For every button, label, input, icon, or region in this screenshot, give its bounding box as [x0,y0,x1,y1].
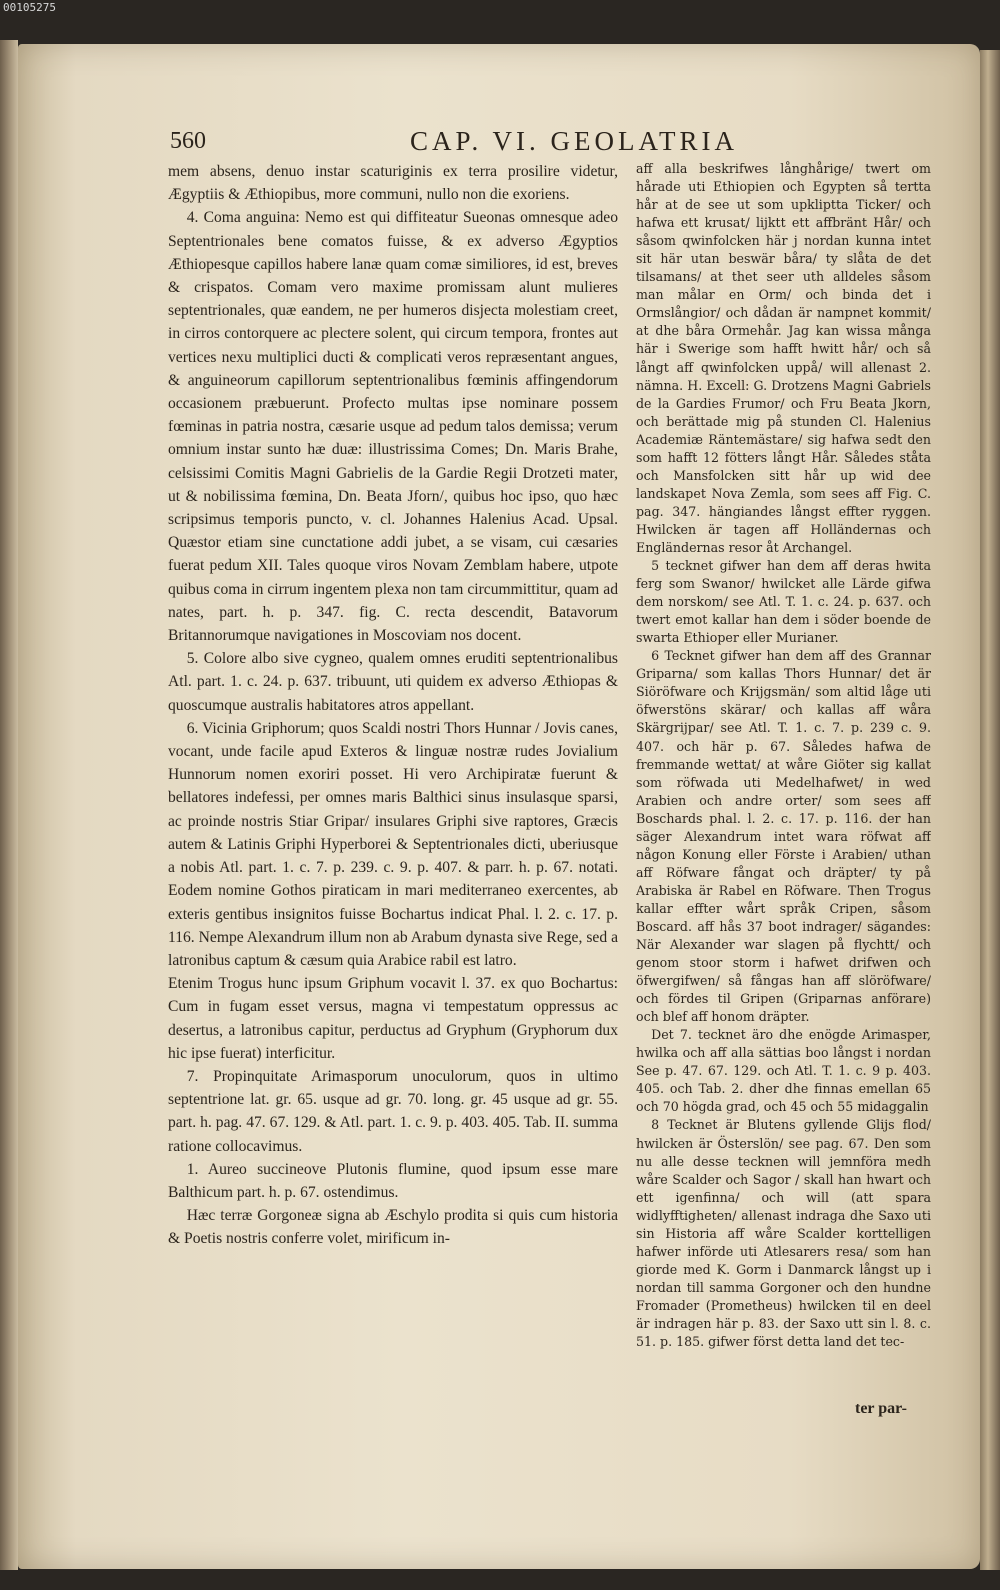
running-head: CAP. VI. GEOLATRIA [410,126,739,156]
page-stack-right [980,50,1000,1570]
swedish-paragraph: 6 Tecknet gifwer han dem aff des Grannar Griparna/ som kallas Thors Hunnar/ det är Siöröfware och Krijgsmän/ som altid låge uti öfwerstöns skärar/ och kallas aff wåra Skärgrijpar/ see Atl. T. 1. c. 7. p. 239 c. 9. 407. och här p. 67. Således hafwa de fremmande wettat/ at wåre Giöter sig kallat som röfwada uti Medelhafwet/ in wed Arabien och andre orter/ som sees aff Boschards phal. l. 2. c. 17. p. 116. der han säger Alexandrum intet wara röfwat aff någon Konung eller Förste i Arabien/ uthan aff Röfware fångat och dräpter/ ty på Arabiska är Rabel en Röfware. Then Trogus kallar effter wårt språk Cripen, såsom Boscard. aff hås 37 boot indrager/ sägandes: När Alexander war slagen på flychtt/ och genom stoor storm i hafwet drifwen och öfwergifwen/ så fångas han aff slöröfware/ och fördes til Gripen (Griparnas anförare) och blef aff honom dräpter. [636,648,931,1025]
latin-paragraph: 7. Propinquitate Arimasporum unoculorum, quos in ultimo septentrione lat. gr. 65. usque ad gr. 70. long. gr. 45 usque ad gr. 55. part. h. pag. 47. 67. 129. & Atl. part. 1. c. 9. p. 403. 405. Tab. II. summa ratione collocavimus. [168,1067,618,1155]
swedish-paragraph: aff alla beskrifwes långhårige/ twert om hårade uti Ethiopien och Egypten så tertta hår at de see ut som upkliptta Ticker/ och hafwa ett krusat/ lijktt ett affbränt Hår/ och såsom qwinfolcken här j nordan kunna intet sit här utan beswär båra/ ty slåta de det tilsamans/ at thet seer uth alldeles såsom man målar en Orm/ och binda det i Ormslångior/ och dådan är nampnet kommit/ at dhe båra Ormehår. Jag kan wissa många här i Swerige som hafft hwitt hår/ och så långt aff qwinfolcken uppå/ will allenast 2. nämna. H. Excell: G. Drotzens Magni Gabriels de la Gardies Frumor/ och Fru Beata Jkorn, och berättade mig på stunden Cl. Halenius Academiæ Räntemästare/ sig hafwa sedt den som hafft 12 fötters långt Hår. Således ståta och Mansfolcken sitt hår up wid dee landskapet Nova Zemla, som sees aff Fig. C. pag. 347. hängiandes långst effter ryggen. Hwilcken är tagen aff Holländernas och Engländernas resor åt Archangel. [636,161,931,555]
running-header [170,126,739,162]
latin-column [168,160,618,1390]
latin-paragraph: 6. Vicinia Griphorum; quos Scaldi nostri Thors Hunnar / Jovis canes, vocant, unde facile apud Exteros & linguæ nostræ rudes Jovialium Hunnorum nomen exoriri posset. Hi vero Archipiratæ fuerunt & bellatores indefessi, per omnes maris Balthici sinus insulasque sparsi, ac proinde nostris Stiar Gripar/ insulares Griphi sive raptores, Græcis autem & Latinis Griphi Hyperborei & Septentrionales dicti, uberiusque a nobis Atl. part. 1. c. 7. p. 239. c. 9. p. 407. & parr. h. p. 67. notati. Eodem nomine Gothos piraticam in mari mediterraneo exercentes, ab exteris gentibus insignitos fuisse Bochartus indicat Phal. l. 2. c. 17. p. 116. Nempe Alexandrum illum non ab Arabum dynasta sive Rege, sed a latronibus captum & cæsum quia Arabice rabil est latro. [168,719,618,969]
swedish-column [636,160,931,1380]
latin-paragraph: 1. Aureo succineove Plutonis flumine, quod ipsum esse mare Balthicum part. h. p. 67. ostendimus. [168,1160,618,1201]
latin-paragraph: Etenim Trogus hunc ipsum Griphum vocavit l. 37. ex quo Bochartus: Cum in fugam esset versus, magna vi tempestatum oppressus ac desertus, a latronibus capitur, perductus ad Gryphum (Gryphorum dux hic ipse fuerat) interficitur. [168,975,618,1062]
latin-paragraph: mem absens, denuo instar scaturiginis ex terra prosilire videtur, Ægyptiis & Æthiopibus, more communi, nullo non die exoriens. [168,163,618,204]
page-stack-left [0,40,18,1570]
latin-paragraph: Hæc terræ Gorgoneæ signa ab Æschylo prodita si quis cum historia & Poetis nostris conferre volet, mirificum in- [168,1207,618,1248]
swedish-paragraph: 5 tecknet gifwer han dem aff deras hwita ferg som Swanor/ hwilcket alle Lärde gifwa dem norskom/ see Atl. T. 1. c. 24. p. 637. och twert emot kallar han dem i söder boende de swarta Ethioper eller Murianer. [636,558,931,646]
latin-paragraph: 5. Colore albo sive cygneo, qualem omnes eruditi septentrionalibus Atl. part. 1. c. 24. p. 637. tribuunt, uti quidem ex adverso Æthiopas & quoscumque australis habitatores atros appellant. [168,650,618,714]
swedish-paragraph: 8 Tecknet är Blutens gyllende Glijs flod/ hwilcken är Österslön/ see pag. 67. Den som nu alle desse tecknen will jemnföra medh wåre Scalder och Sagor / skall han hwart och ett igenfinna/ och will (att spara widlyfftigheten/ allenast indraga dhe Saxo uti sin Historia aff wåre Scalder korttelligen hafwer införde uti Atlesarers resa/ som han giorde med K. Gorm i Danmarck långst up i nordan till samma Gorgoner och den hundne Fromader (Prometheus) hwilcken til en deel är indragen här p. 83. der Saxo utt sin l. 8. c. 51. p. 185. gifwer först detta land det tec- [636,1117,931,1350]
page-number: 560 [170,128,206,154]
latin-paragraph: 4. Coma anguina: Nemo est qui diffiteatur Sueonas omnesque adeo Septentrionales bene comatos fuisse, & ex adverso Ægyptios Æthiopesque capillos habere lanæ quam comæ similiores, id est, breves & crispatos. Comam vero maxime promissam alunt mulieres septentrionales, quæ eandem, ne per humeros disjecta molestiam creet, in cirros contorquere ac plectere solent, qui circum tempora, frontes aut vertices nexu multiplici ducti & complicati veros repræsentant angues, & anguineorum capillorum septentrionalibus fœminis affingendorum occasionem præbuerunt. Profecto multas ipse nominare possem fœminas in patria nostra, cæsarie usque ad pedum talos demissa; verum omnium instar sunto hæ duæ: illustrissima Comes; Dn. Maris Brahe, celsissimi Comitis Magni Gabrielis de la Gardie Regii Drotzeti mater, ut & nobilissima fœmina, Dn. Beata Jforn/, quibus hoc ipso, quo hæc scripsimus temporis puncto, v. cl. Johannes Halenius Acad. Upsal. Quæstor etiam sine cunctatione addi jubet, a se visam, cui cæsaries fuerat pedum XII. Tales quoque viros Novam Zemblam habere, utpote quibus coma in cirrum ingentem plexa non tam circummittitur, quam ad nates, part. h. p. 347. fig. C. recta descendit, Batavorum Britannorumque navigationes in Moscoviam nos docent. [168,209,618,645]
scan-reference-number: 00105275 [3,1,56,14]
catchword: ter par- [855,1400,907,1417]
swedish-paragraph: Det 7. tecknet äro dhe enögde Arimasper, hwilka och aff alla sättias boo långst i nordan See p. 47. 67. 129. och Atl. T. 1. c. 9 p. 403. 405. och Tab. 2. dher dhe finnas emellan 65 och 70 högda grad, och 45 och 55 midaggalin [636,1027,931,1115]
